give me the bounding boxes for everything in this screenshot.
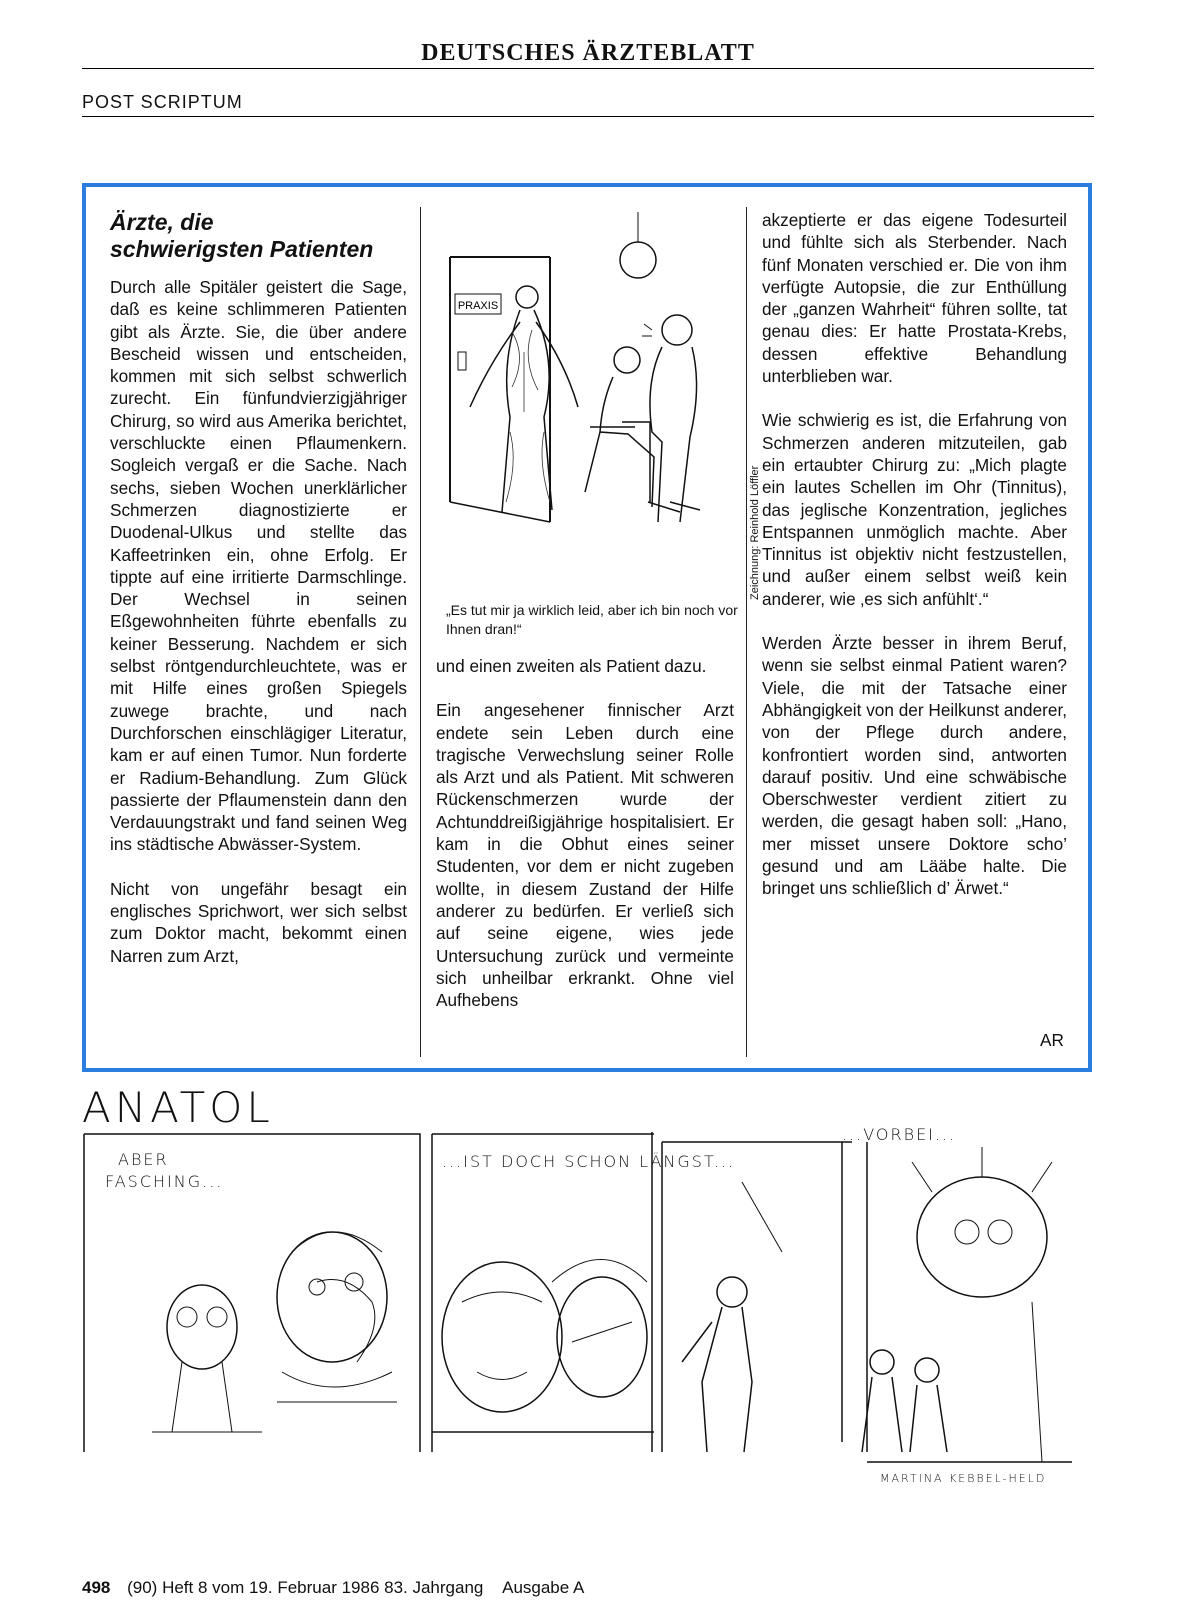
paragraph: akzeptierte er das eigene Todesurteil und fühlte sich als Sterbender. Nach fünf Monaten verschied er. Die von ihm verfügte Autopsie, die zur Enthüllung der „ganzen Wahrheit“ führen sollte, tat genau dies: Er hatte Prostata-Krebs, dessen effektive Behandlung unterblieben war. <box>762 210 1067 387</box>
comic-speech-1a: ABER <box>118 1150 169 1169</box>
column-rule <box>420 207 421 1057</box>
article-headline <box>110 209 430 263</box>
comic-speech-1b: FASCHING... <box>105 1172 224 1191</box>
page-number: 498 <box>82 1578 111 1597</box>
page-footer <box>82 1578 584 1598</box>
headline-line-2: schwierigsten Patienten <box>110 236 374 262</box>
paragraph: Ein angesehener finnischer Arzt endete sein Leben durch eine tragische Verwechslung seiner Rolle als Arzt und als Patient. Mit schweren Rückenschmerzen wurde der Achtunddreißigjährige hospitalisiert. Er kam in die Obhut eines seiner Studenten, vor dem er nicht zugeben wollte, in diesem Zustand der Hilfe anderer zu bedürfen. Er verließ sich auf seine eigene, wies jede Untersuchung zurück und vermeinte sich unheilbar erkrankt. Ohne viel Aufhebens <box>436 700 734 1011</box>
masthead-rule <box>82 68 1094 69</box>
door-sign: PRAXIS <box>457 300 499 312</box>
issue-info: (90) Heft 8 vom 19. Februar 1986 83. Jahrgang <box>127 1578 484 1597</box>
comic-speech-2: ...IST DOCH SCHON LÄNGST... <box>442 1152 736 1171</box>
section-label: POST SCRIPTUM <box>82 92 243 112</box>
paragraph <box>762 632 1067 900</box>
paragraph-text: Werden Ärzte besser in ihrem Beruf, wenn sie selbst einmal Patient waren? Viele, die mit der Tatsache einer Abhängigkeit von der Heilkunst anderer, von der Pflege durch andere, konfrontiert worden sind, antworten darauf positiv. Und eine schwäbische Oberschwester verdient zitiert zu werden, die gesagt haben soll: „Hano, mer misset unsere Doktore scho’ gesund und am Lääbe halte. Die bringet uns schließlich d’ Ärwet.“ <box>762 633 1067 899</box>
paragraph: Durch alle Spitäler geistert die Sage, daß es keine schlimmeren Patienten gibt als Ärzte. Sie, die über andere Bescheid wissen und entscheiden, kommen mit sich selbst schwerlich zurecht. Ein fünfundvierzigjähriger Chirurg, so wird aus Amerika berichtet, verschluckte einen Pflaumenkern. Sogleich vergaß er die Sache. Nach sechs, sieben Wochen unerklärlicher Schmerzen diagnostizierte er Duodenal-Ulkus und stellte das Kaffeetrinken ein, ohne Erfolg. Er tippte auf eine irritierte Darmschlinge. Der Wechsel in seinen Eßgewohnheiten führte ebenfalls zu keiner Besserung. Nachdem er sich selbst röntgendurchleuchtete, was er mit Hilfe eines großen Spiegels zuwege brachte, und nach Durchforschen einschlägiger Literatur, kam er auf einen Tumor. Nun forderte er Radium-Behandlung. Zum Glück passierte der Pflaumenstein dann den Verdauungstrakt und fand seinen Weg ins städtische Abwässer-System. <box>110 277 407 855</box>
edition: Ausgabe A <box>502 1578 585 1597</box>
headline-line-1: Ärzte, die <box>110 209 214 235</box>
comic-title: ANATOL <box>82 1083 274 1132</box>
article-column-3 <box>762 209 1067 900</box>
illustration-credit: Zeichnung: Reinhold Löffler <box>749 465 761 600</box>
paragraph: und einen zweiten als Patient dazu. <box>436 656 707 676</box>
illustration <box>440 212 740 582</box>
comic-artist-signature: MARTINA KEBBEL-HELD <box>880 1472 1047 1485</box>
paragraph: Wie schwierig es ist, die Erfahrung von Schmerzen anderen mitzuteilen, gab ein ertaubter Chirurg zu: „Mich plagte ein lautes Schellen im Ohr (Tinnitus), das jeglische Konzentration, jegliches Entspannen unmöglich machte. Aber Tinnitus ist objektiv nicht festzustellen, und außer einem selbst weiß kein anderer, wie ‚es sich anfühlt‘.“ <box>762 410 1067 609</box>
section-rule <box>82 116 1094 117</box>
article-column-2 <box>436 655 734 1033</box>
masthead: DEUTSCHES ÄRZTEBLATT <box>421 40 755 66</box>
article-author: AR <box>1040 1030 1064 1050</box>
illustration-caption: „Es tut mir ja wirklich leid, aber ich bin noch vor Ihnen dran!“ <box>446 602 738 637</box>
comic-speech-3: ...VORBEI... <box>842 1125 957 1144</box>
article-column-1 <box>110 276 407 989</box>
paragraph: Nicht von ungefähr besagt ein englisches Sprichwort, wer sich selbst zum Doktor macht, bekommt einen Narren zum Arzt, <box>110 878 407 966</box>
